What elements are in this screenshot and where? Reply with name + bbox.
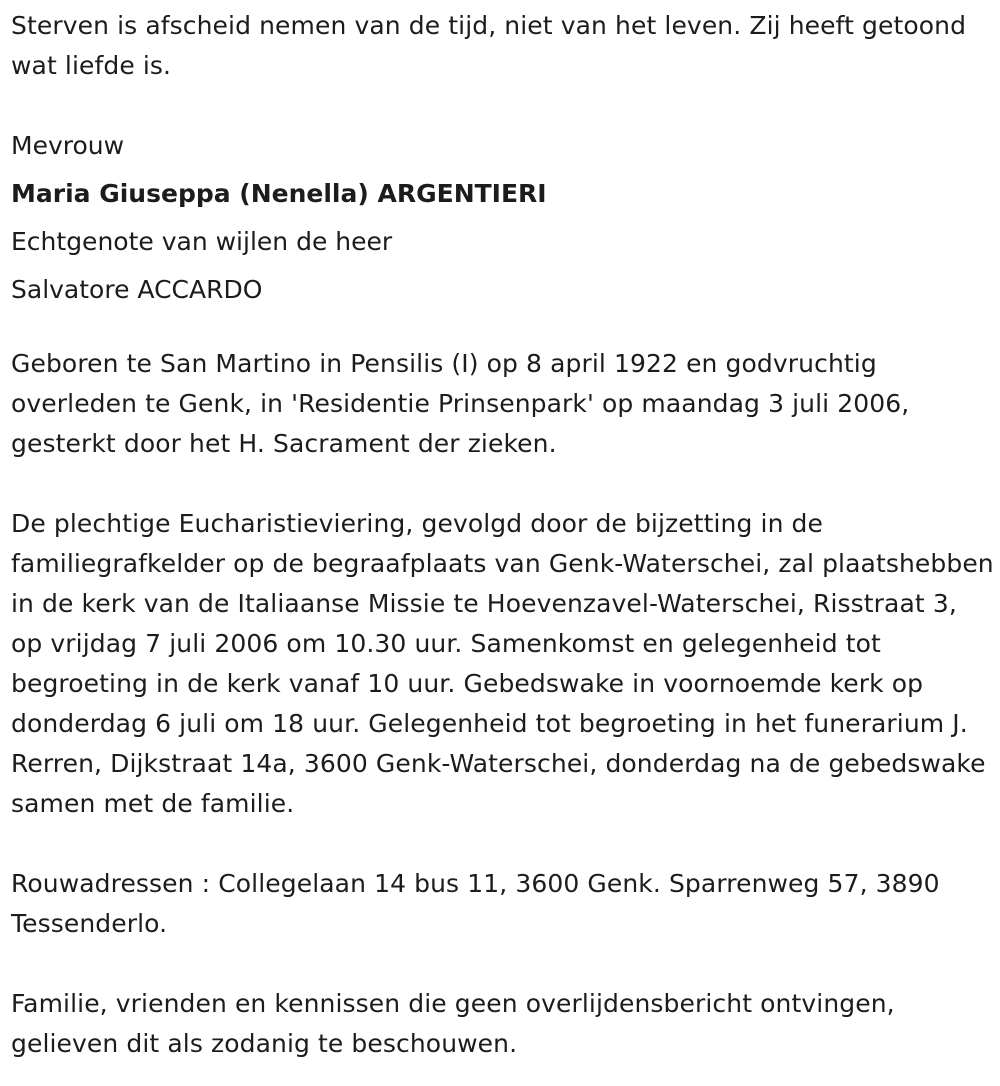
spacer <box>11 86 995 126</box>
spacer <box>11 824 995 864</box>
obituary-document <box>11 6 995 1064</box>
birth-death-paragraph: Geboren te San Martino in Pensilis (I) op 8 april 1922 en godvruchtig overleden te Genk, in 'Residentie Prinsenpark' op maandag 3 juli 2006, gesterkt door het H. Sacrament der zieken. <box>11 349 910 458</box>
spacer <box>11 314 995 344</box>
opening-quote: Sterven is afscheid nemen van de tijd, niet van het leven. Zij heeft getoond wat liefde is. <box>11 11 967 80</box>
relation-line: Echtgenote van wijlen de heer <box>11 227 393 256</box>
spacer <box>11 464 995 504</box>
salutation: Mevrouw <box>11 131 125 160</box>
deceased-block <box>11 126 995 314</box>
spouse-name: Salvatore ACCARDO <box>11 275 263 304</box>
ceremony-paragraph: De plechtige Eucharistieviering, gevolgd door de bijzetting in de familiegrafkelder op de begraafplaats van Genk-Waterschei, zal plaatshebben in de kerk van de Italiaanse Missie te Hoevenzavel-Waterschei, Risstraat 3, op vrijdag 7 juli 2006 om 10.30 uur. Samenkomst en gelegenheid tot begroeting in de kerk vanaf 10 uur. Gebedswake in voornoemde kerk op donderdag 6 juli om 18 uur. Gelegenheid tot begroeting in het funerarium J. Rerren, Dijkstraat 14a, 3600 Genk-Waterschei, donderdag na de gebedswake samen met de familie. <box>11 509 994 818</box>
addresses-paragraph: Rouwadressen : Collegelaan 14 bus 11, 3600 Genk. Sparrenweg 57, 3890 Tessenderlo. <box>11 869 940 938</box>
deceased-name: Maria Giuseppa (Nenella) ARGENTIERI <box>11 179 547 208</box>
closing-paragraph: Familie, vrienden en kennissen die geen overlijdensbericht ontvingen, gelieven dit als zodanig te beschouwen. <box>11 989 895 1058</box>
spacer <box>11 944 995 984</box>
